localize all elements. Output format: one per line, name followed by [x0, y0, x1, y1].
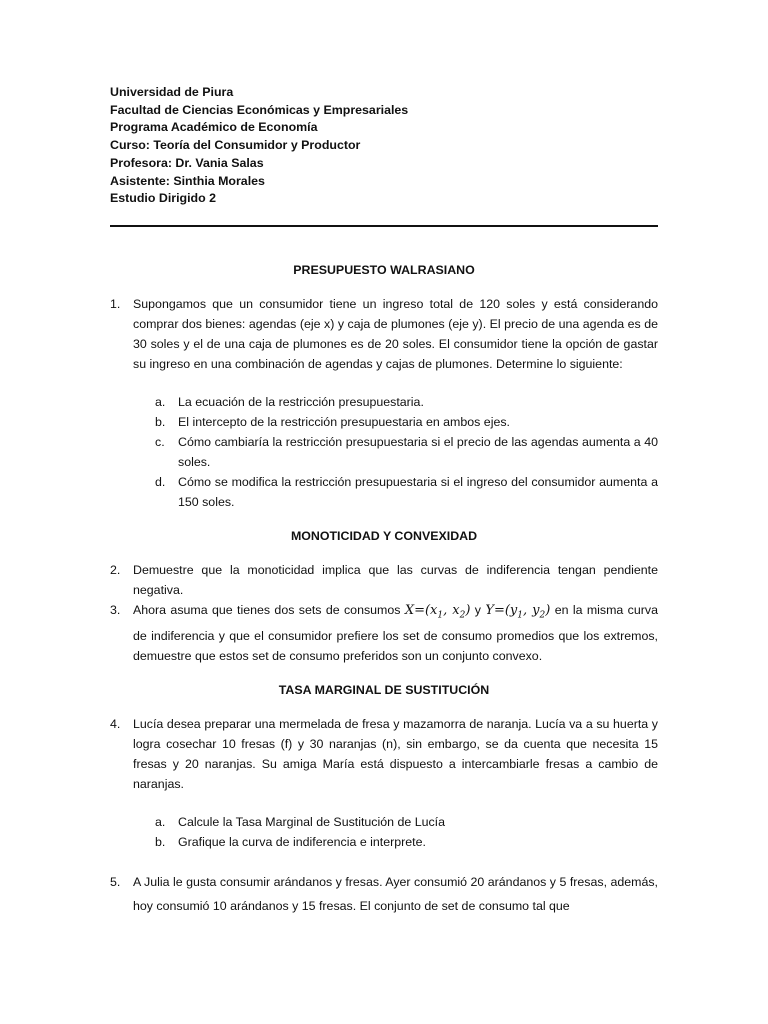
assistant-name: Asistente: Sinthia Morales: [110, 173, 265, 188]
section-title-monotonicity: MONOTICIDAD Y CONVEXIDAD: [290, 528, 478, 543]
section-title-mrs: TASA MARGINAL DE SUSTITUCIÓN: [278, 682, 490, 697]
question-text: Demuestre que la monoticidad implica que las curvas de indiferencia tengan pendiente negativa.: [133, 562, 658, 597]
section-title-budget: PRESUPUESTO WALRASIANO: [293, 262, 475, 277]
question-3: [110, 600, 658, 666]
question-2: [110, 560, 658, 600]
list-text: El intercepto de la restricción presupuestaria en ambos ejes.: [178, 414, 510, 429]
professor-name: Profesora: Dr. Vania Salas: [110, 155, 264, 170]
list-letter: a.: [155, 814, 166, 829]
question-number: 5.: [110, 874, 121, 889]
list-text: Cómo se modifica la restricción presupuestaria si el ingreso del consumidor aumenta a 150 soles.: [178, 474, 658, 509]
math-set-y: $Y=(y_1$, $y_2$): [485, 602, 551, 621]
question-number: 2.: [110, 562, 121, 577]
question-4: [110, 714, 658, 794]
list-item: [155, 832, 658, 852]
question-1: [110, 294, 658, 374]
question-1-subitems: [110, 392, 658, 512]
list-text: Cómo cambiaría la restricción presupuestaria si el precio de las agendas aumenta a 40 soles.: [178, 434, 658, 469]
question-5: [110, 870, 658, 918]
faculty-name: Facultad de Ciencias Económicas y Empresariales: [110, 102, 409, 117]
document-header: [110, 84, 658, 208]
question-4-subitems: [110, 812, 658, 852]
list-letter: b.: [155, 834, 166, 849]
text-span: Ahora asuma que tienes dos sets de consumos: [133, 602, 405, 617]
text-span: y: [470, 602, 486, 617]
program-name: Programa Académico de Economía: [110, 120, 318, 135]
course-name: Curso: Teoría del Consumidor y Productor: [110, 138, 361, 153]
question-text: Lucía desea preparar una mermelada de fresa y mazamorra de naranja. Lucía va a su huerta y logra cosechar 10 fresas (f) y 30 naranjas (n), sin embargo, se da cuenta que necesita 15 fresas y 20 naranjas. Su amiga María está dispuesto a intercambiarle fresas a cambio de naranjas.: [133, 716, 658, 791]
list-item: [155, 812, 658, 832]
document-page: [110, 84, 658, 918]
list-letter: b.: [155, 414, 166, 429]
question-number: 3.: [110, 602, 121, 617]
header-divider: [110, 225, 658, 227]
question-number: 1.: [110, 296, 121, 311]
list-item: [155, 412, 658, 432]
list-text: Calcule la Tasa Marginal de Sustitución de Lucía: [178, 814, 446, 829]
list-text: La ecuación de la restricción presupuestaria.: [178, 394, 424, 409]
university-name: Universidad de Piura: [110, 85, 234, 99]
list-item: [155, 392, 658, 412]
study-title: Estudio Dirigido 2: [110, 191, 217, 206]
list-item: [155, 432, 658, 472]
text-span: en la misma curva de indiferencia y que el consumidor prefiere los set de consumo promedios que los extremos, demuestre que estos set de consumo preferidos son un conjunto convexo.: [133, 602, 658, 663]
question-text: Supongamos que un consumidor tiene un ingreso total de 120 soles y está considerando comprar dos bienes: agendas (eje x) y caja de plumones (eje y). El precio de una agenda es de 30 soles y el de una caja de plumones es de 20 soles. El consumidor tiene la opción de gastar su ingreso en una combinación de agendas y cajas de plumones. Determine lo siguiente:: [133, 296, 658, 371]
list-text: Grafique la curva de indiferencia e interprete.: [178, 834, 426, 849]
math-set-x: $X=(x_1$, $x_2$): [404, 602, 471, 621]
question-text: A Julia le gusta consumir arándanos y fresas. Ayer consumió 20 arándanos y 5 fresas, además, hoy consumió 10 arándanos y 15 fresas. El conjunto de set de consumo tal que: [133, 874, 658, 913]
list-letter: a.: [155, 394, 166, 409]
list-item: [155, 472, 658, 512]
question-number: 4.: [110, 716, 121, 731]
question-text: [133, 600, 658, 666]
list-letter: d.: [155, 474, 166, 489]
list-letter: c.: [155, 434, 165, 449]
